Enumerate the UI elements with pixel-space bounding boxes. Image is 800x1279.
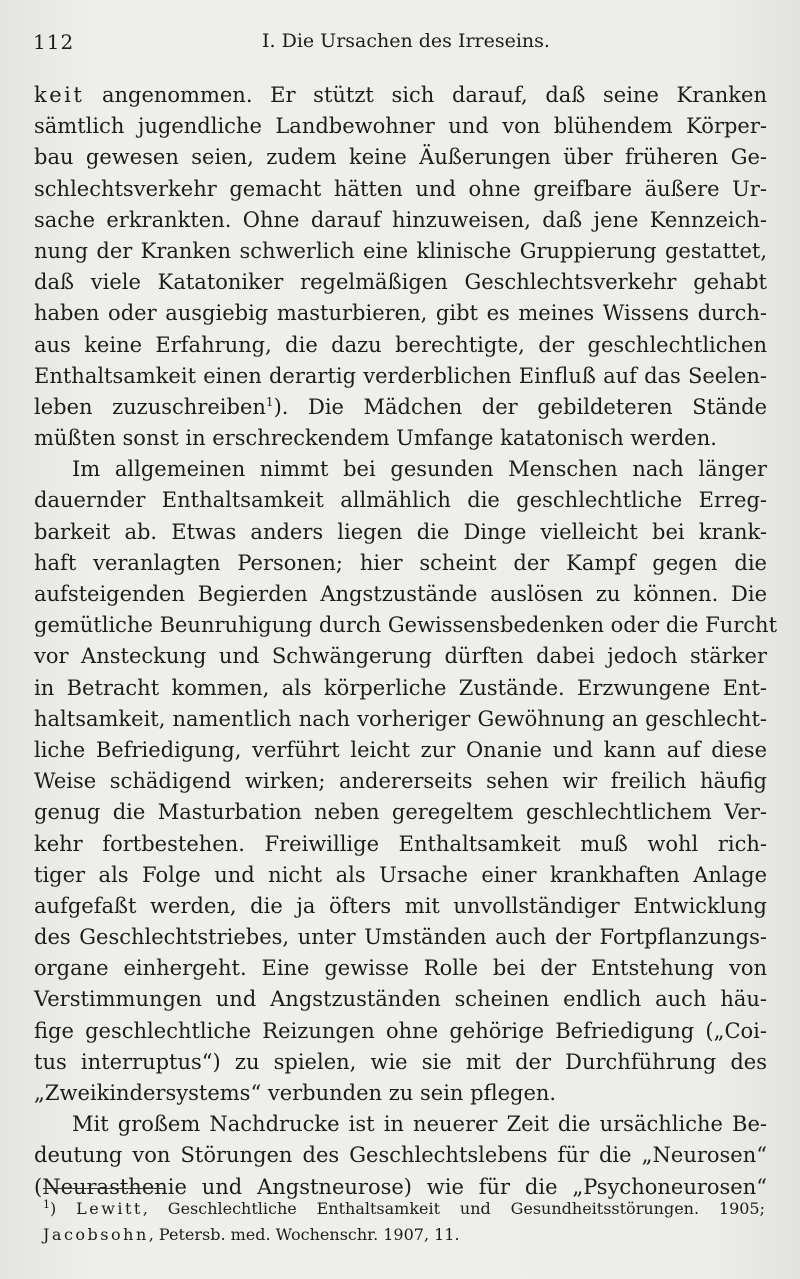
line-text: vor Ansteckung und Schwängerung dürften dabei jedoch stärker (34, 644, 767, 669)
text-line (34, 953, 767, 984)
line-text: sache erkrankten. Ohne darauf hinzuweisen, daß jene Kennzeich- (34, 207, 767, 232)
text-line (34, 392, 767, 423)
line-text: haltsamkeit, namentlich nach vorheriger Gewöhnung an geschlecht- (34, 706, 767, 731)
text-line (34, 517, 767, 548)
text-line (34, 766, 767, 797)
text-line (34, 922, 767, 953)
page-header (33, 30, 767, 62)
line-text: in Betracht kommen, als körperliche Zustände. Erzwungene Ent- (34, 675, 767, 700)
line-text: tiger als Folge und nicht als Ursache einer krankhaften Anlage (34, 862, 767, 887)
author-name: Lewitt (76, 1199, 143, 1218)
text-line (34, 236, 767, 267)
line-text: liche Befriedigung, verführt leicht zur Onanie und kann auf diese (34, 737, 767, 762)
text-line (34, 860, 767, 891)
text-line (34, 610, 778, 641)
spaced-word: keit (34, 83, 85, 107)
line-text: haft veranlagten Personen; hier scheint der Kampf gegen die (34, 550, 767, 575)
line-text: schlechtsverkehr gemacht hätten und ohne greifbare äußere Ur- (34, 176, 767, 201)
text-line (34, 797, 767, 828)
footnote-text: , Geschlechtliche Enthaltsamkeit und Gesundheitsstörungen. 1905; (142, 1199, 766, 1218)
line-text: Mit großem Nachdrucke ist in neuerer Zeit die ursächliche Be- (72, 1112, 767, 1137)
text-line (34, 1140, 767, 1171)
line-text: müßten sonst in erschreckendem Umfange katatonisch werden. (34, 426, 717, 451)
footnote-rule (43, 1188, 165, 1189)
line-text: aufsteigenden Begierden Angstzustände auslösen zu können. Die (34, 582, 767, 606)
text-line (34, 111, 767, 142)
text-line (34, 330, 767, 361)
line-text: haben oder ausgiebig masturbieren, gibt es meines Wissens durch- (34, 301, 767, 326)
line-text: kehr fortbestehen. Freiwillige Enthaltsamkeit muß wohl rich- (34, 831, 767, 856)
text-line (34, 267, 767, 298)
text-line (34, 735, 767, 766)
text-line (34, 579, 767, 610)
body-text (34, 80, 778, 1203)
text-line (34, 704, 767, 735)
text-line (34, 485, 767, 516)
footnote-marker[interactable]: 1 (265, 394, 274, 409)
line-text: bau gewesen seien, zudem keine Äußerungen über früheren Ge- (34, 145, 767, 170)
text-line (34, 1016, 767, 1047)
line-text: (Neurasthenie und Angstneurose) wie für die „Psychoneurosen“ (34, 1174, 767, 1199)
footnote-line (43, 1222, 765, 1248)
author-name: Jacobsohn (43, 1225, 149, 1244)
footnotes (43, 1196, 765, 1248)
text-line (34, 984, 767, 1015)
text-line (34, 298, 767, 329)
line-text: gemütliche Beunruhigung durch Gewissensbedenken oder die Furcht (34, 613, 778, 638)
line-text: fige geschlechtliche Reizungen ohne gehörige Befriedigung („Coi- (34, 1018, 767, 1043)
text-line (34, 80, 767, 111)
text-line (34, 423, 767, 454)
line-text: deutung von Störungen des Geschlechtslebens für die „Neurosen“ (34, 1143, 767, 1168)
line-text: angenommen. Er stützt sich darauf, daß seine Kranken (84, 83, 767, 107)
line-text: Im allgemeinen nimmt bei gesunden Menschen nach länger (72, 457, 767, 482)
text-line (34, 454, 767, 485)
line-text: leben zuzuschreiben (34, 394, 266, 419)
line-text: dauernder Enthaltsamkeit allmählich die geschlechtliche Erreg- (34, 488, 767, 513)
text-line (34, 142, 767, 173)
footnote-line: $^1$) Lewitt, Geschlechtliche Enthaltsamkeit und Gesundheitsstörungen. 1905; (43, 1198, 766, 1218)
running-head: I. Die Ursachen des Irreseins. (262, 30, 550, 52)
line-text-continued: ). Die Mädchen der gebildeteren Stände (273, 394, 767, 419)
line-text: Weise schädigend wirken; andererseits sehen wir freilich häufig (34, 769, 767, 794)
line-text: „Zweikindersystems“ verbunden zu sein pflegen. (34, 1081, 557, 1105)
line-text: nung der Kranken schwerlich eine klinische Gruppierung gestattet, (34, 238, 767, 263)
text-line (34, 361, 767, 392)
text-line (34, 1109, 767, 1140)
text-line (34, 205, 767, 236)
line-text: sämtlich jugendliche Landbewohner und von blühendem Körper- (34, 114, 767, 139)
text-line (34, 891, 767, 922)
text-line (34, 641, 767, 672)
line-text: des Geschlechtstriebes, unter Umständen auch der Fortpflanzungs- (34, 925, 767, 950)
line-text: aus keine Erfahrung, die dazu berechtigte, der geschlechtlichen (34, 332, 767, 357)
text-line (34, 1078, 767, 1109)
text-line (34, 174, 767, 205)
line-text: Enthaltsamkeit einen derartig verderblichen Einfluß auf das Seelen- (34, 363, 767, 388)
line-text: aufgefaßt werden, die ja öfters mit unvollständiger Entwicklung (34, 893, 767, 918)
text-line (34, 1047, 767, 1078)
footnote-number: 1 (43, 1198, 50, 1211)
line-text: genug die Masturbation neben geregeltem geschlechtlichem Ver- (34, 800, 767, 825)
text-line (34, 673, 767, 704)
page-number: 112 (33, 30, 75, 54)
line-text: tus interruptus“) zu spielen, wie sie mit der Durchführung des (34, 1049, 767, 1074)
text-line (34, 548, 767, 579)
line-text: organe einhergeht. Eine gewisse Rolle bei der Entstehung von (34, 956, 767, 981)
line-text: daß viele Katatoniker regelmäßigen Geschlechtsverkehr gehabt (34, 270, 767, 295)
footnote-text: , Petersb. med. Wochenschr. 1907, 11. (148, 1225, 460, 1244)
text-line (34, 829, 767, 860)
line-text: barkeit ab. Etwas anders liegen die Dinge vielleicht bei krank- (34, 519, 767, 544)
line-text: Verstimmungen und Angstzuständen scheinen endlich auch häu- (34, 987, 767, 1012)
